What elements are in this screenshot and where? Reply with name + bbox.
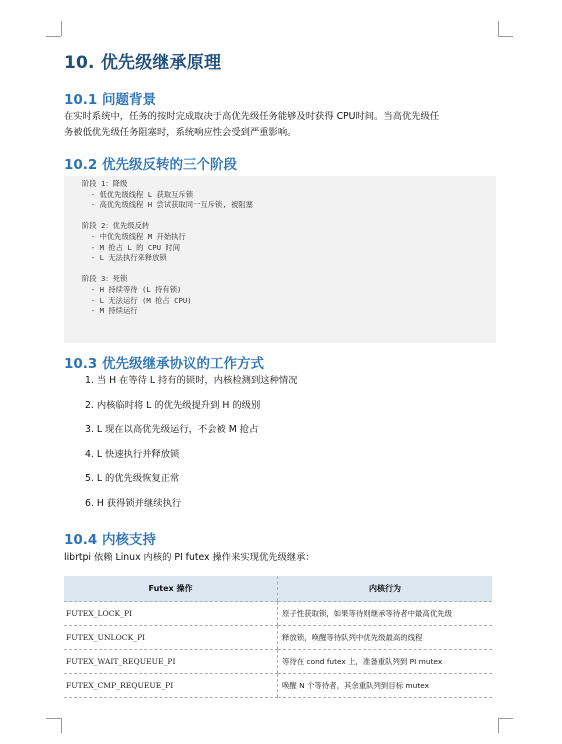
kernel-intro: librtpi 依赖 Linux 内核的 PI futex 操作来实现优先级继承： <box>64 552 315 563</box>
list-item: 2. 内核临时将 L 的优先级提升到 H 的级别 <box>85 399 261 411</box>
heading-protocol: 10.3 优先级继承协议的工作方式 <box>64 356 265 372</box>
code-block <box>64 176 496 343</box>
header-kernel-behavior: 内核行为 <box>278 576 493 602</box>
cell-op: FUTEX_LOCK_PI <box>64 602 278 626</box>
table-row <box>64 626 492 650</box>
table-row <box>64 674 492 698</box>
cell-behavior: 原子性获取锁，如果等待则继承等待者中最高优先级 <box>278 602 493 626</box>
list-item: 6. H 获得锁并继续执行 <box>85 497 182 509</box>
list-item: 4. L 快速执行并释放锁 <box>85 448 180 460</box>
futex-table <box>64 576 492 698</box>
table-header-row <box>64 576 492 602</box>
list-item: 5. L 的优先级恢复正常 <box>85 473 180 485</box>
steps-list <box>64 374 297 522</box>
page-title: 10. 优先级继承原理 <box>64 53 222 73</box>
table-row <box>64 602 492 626</box>
cell-behavior: 等待在 cond futex 上，准备重队列到 PI mutex <box>278 650 493 674</box>
heading-three-phases: 10.2 优先级反转的三个阶段 <box>64 157 238 173</box>
paragraph-line-2: 务被低优先级任务阻塞时，系统响应性会受到严重影响。 <box>64 127 297 138</box>
cell-op: FUTEX_CMP_REQUEUE_PI <box>64 674 278 698</box>
paragraph-line-1: 在实时系统中，任务的按时完成取决于高优先级任务能够及时获得 CPU时间。当高优先级任 <box>64 111 440 122</box>
list-item: 3. L 现在以高优先级运行，不会被 M 抢占 <box>85 424 259 436</box>
heading-kernel-support: 10.4 内核支持 <box>64 532 157 548</box>
cell-behavior: 唤醒 N 个等待者，其余重队列到目标 mutex <box>278 674 493 698</box>
table-row <box>64 650 492 674</box>
heading-problem-background: 10.1 问题背景 <box>64 92 157 108</box>
list-item: 1. 当 H 在等待 L 持有的锁时，内核检测到这种情况 <box>85 375 298 386</box>
code-text: 阶段 1：降级 - 低优先级线程 L 获取互斥锁 - 高优先级线程 H 尝试获取同一互斥锁, 被阻塞 阶段 2：优先级反转 - 中优先级线程 M 开始执行 - M 抢占 L 的 CPU 时间 - L 无法执行来释放锁 阶段 3：死锁 - H 持续等待 (L 持有锁) - L 无法运行 (M 抢占 CPU) - M 持续运行 <box>82 179 253 316</box>
cell-op: FUTEX_UNLOCK_PI <box>64 626 278 650</box>
cell-op: FUTEX_WAIT_REQUEUE_PI <box>64 650 278 674</box>
header-futex-op: Futex 操作 <box>64 576 278 602</box>
cell-behavior: 释放锁，唤醒等待队列中优先级最高的线程 <box>278 626 493 650</box>
